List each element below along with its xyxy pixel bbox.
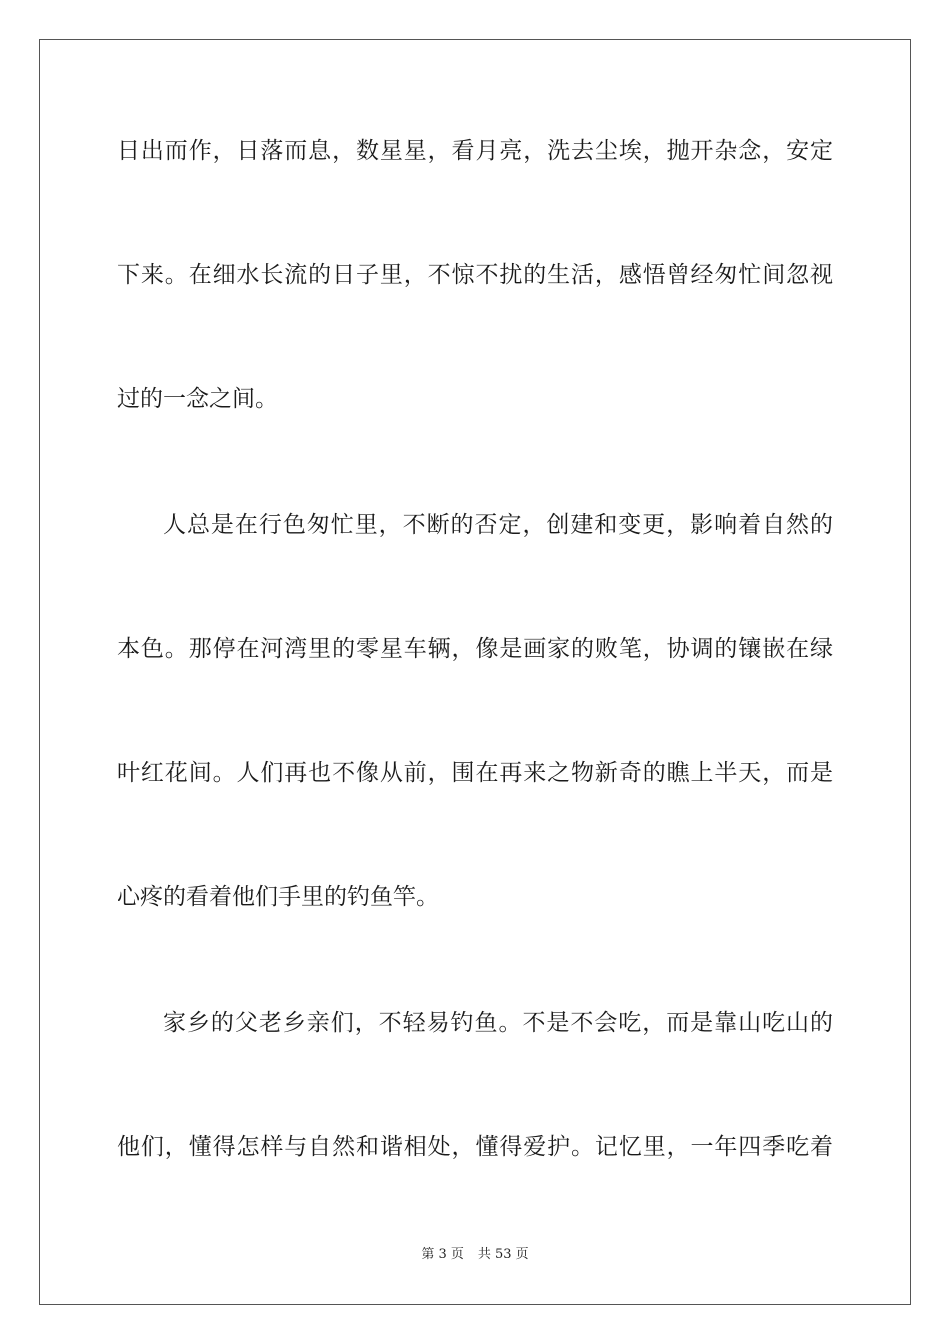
text-line: 本色。那停在河湾里的零星车辆，像是画家的败笔，协调的镶嵌在绿 <box>117 636 833 662</box>
text-line: 下来。在细水长流的日子里，不惊不扰的生活，感悟曾经匆忙间忽视 <box>117 262 833 288</box>
page-footer <box>0 1246 950 1264</box>
text-line: 心疼的看着他们手里的钓鱼竿。 <box>117 884 439 910</box>
text-line: 日出而作，日落而息，数星星，看月亮，洗去尘埃，抛开杂念，安定 <box>117 138 833 164</box>
page-total: 共 53 页 <box>477 1247 529 1262</box>
text-line: 过的一念之间。 <box>117 386 278 412</box>
text-line: 人总是在行色匆忙里，不断的否定，创建和变更，影响着自然的 <box>163 512 833 538</box>
text-line: 叶红花间。人们再也不像从前，围在再来之物新奇的瞧上半天，而是 <box>117 760 833 786</box>
text-line: 家乡的父老乡亲们，不轻易钓鱼。不是不会吃，而是靠山吃山的 <box>163 1010 833 1036</box>
text-line: 他们，懂得怎样与自然和谐相处，懂得爱护。记忆里，一年四季吃着 <box>117 1134 833 1160</box>
page-number: 第 3 页 <box>421 1247 464 1262</box>
page-frame <box>39 39 911 1305</box>
